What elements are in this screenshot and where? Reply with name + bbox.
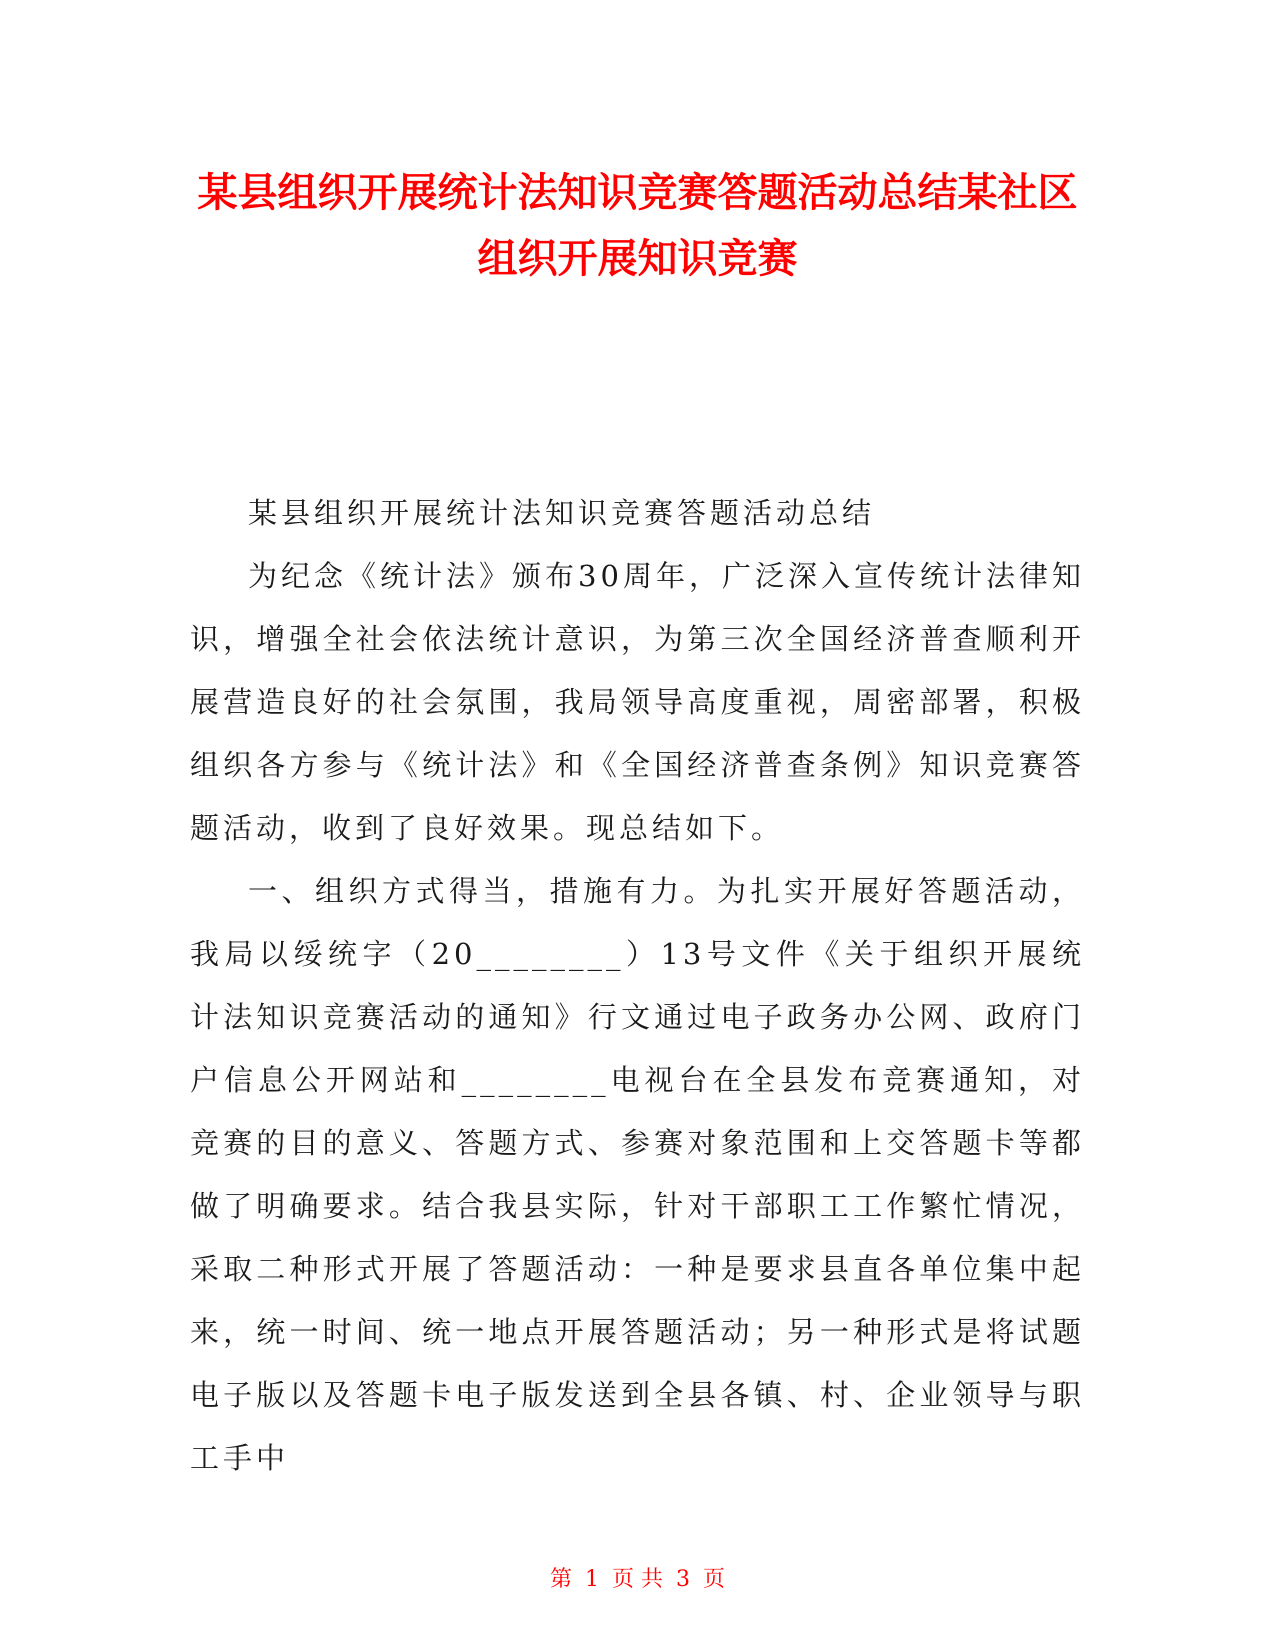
footer-middle: 页 共 xyxy=(612,1567,663,1592)
footer-total-pages: 3 xyxy=(676,1567,690,1592)
document-title: 某县组织开展统计法知识竞赛答题活动总结某社区组织开展知识竞赛 xyxy=(197,170,1078,282)
document-body xyxy=(190,482,1085,1490)
section-one-paragraph: 一、组织方式得当，措施有力。为扎实开展好答题活动，我局以绥统字（20________）13号文件《关于组织开展统计法知识竞赛活动的通知》行文通过电子政务办公网、政府门户信息公开网站和________电视台在全县发布竞赛通知，对竞赛的目的意义、答题方式、参赛对象范围和上交答题卡等都做了明确要求。结合我县实际，针对干部职工工作繁忙情况，采取二种形式开展了答题活动：一种是要求县直各单位集中起来，统一时间、统一地点开展答题活动；另一种形式是将试题电子版以及答题卡电子版发送到全县各镇、村、企业领导与职工手中 xyxy=(190,874,1085,1475)
footer-prefix: 第 xyxy=(549,1567,572,1592)
subtitle-paragraph: 某县组织开展统计法知识竞赛答题活动总结 xyxy=(248,496,876,530)
footer-current-page: 1 xyxy=(585,1567,599,1592)
intro-paragraph: 为纪念《统计法》颁布30周年，广泛深入宣传统计法律知识，增强全社会依法统计意识，为第三次全国经济普查顺利开展营造良好的社会氛围，我局领导高度重视，周密部署，积极组织各方参与《统计法》和《全国经济普查条例》知识竞赛答题活动，收到了良好效果。现总结如下。 xyxy=(190,559,1085,845)
page-footer xyxy=(0,1562,1275,1593)
footer-suffix: 页 xyxy=(703,1567,726,1592)
